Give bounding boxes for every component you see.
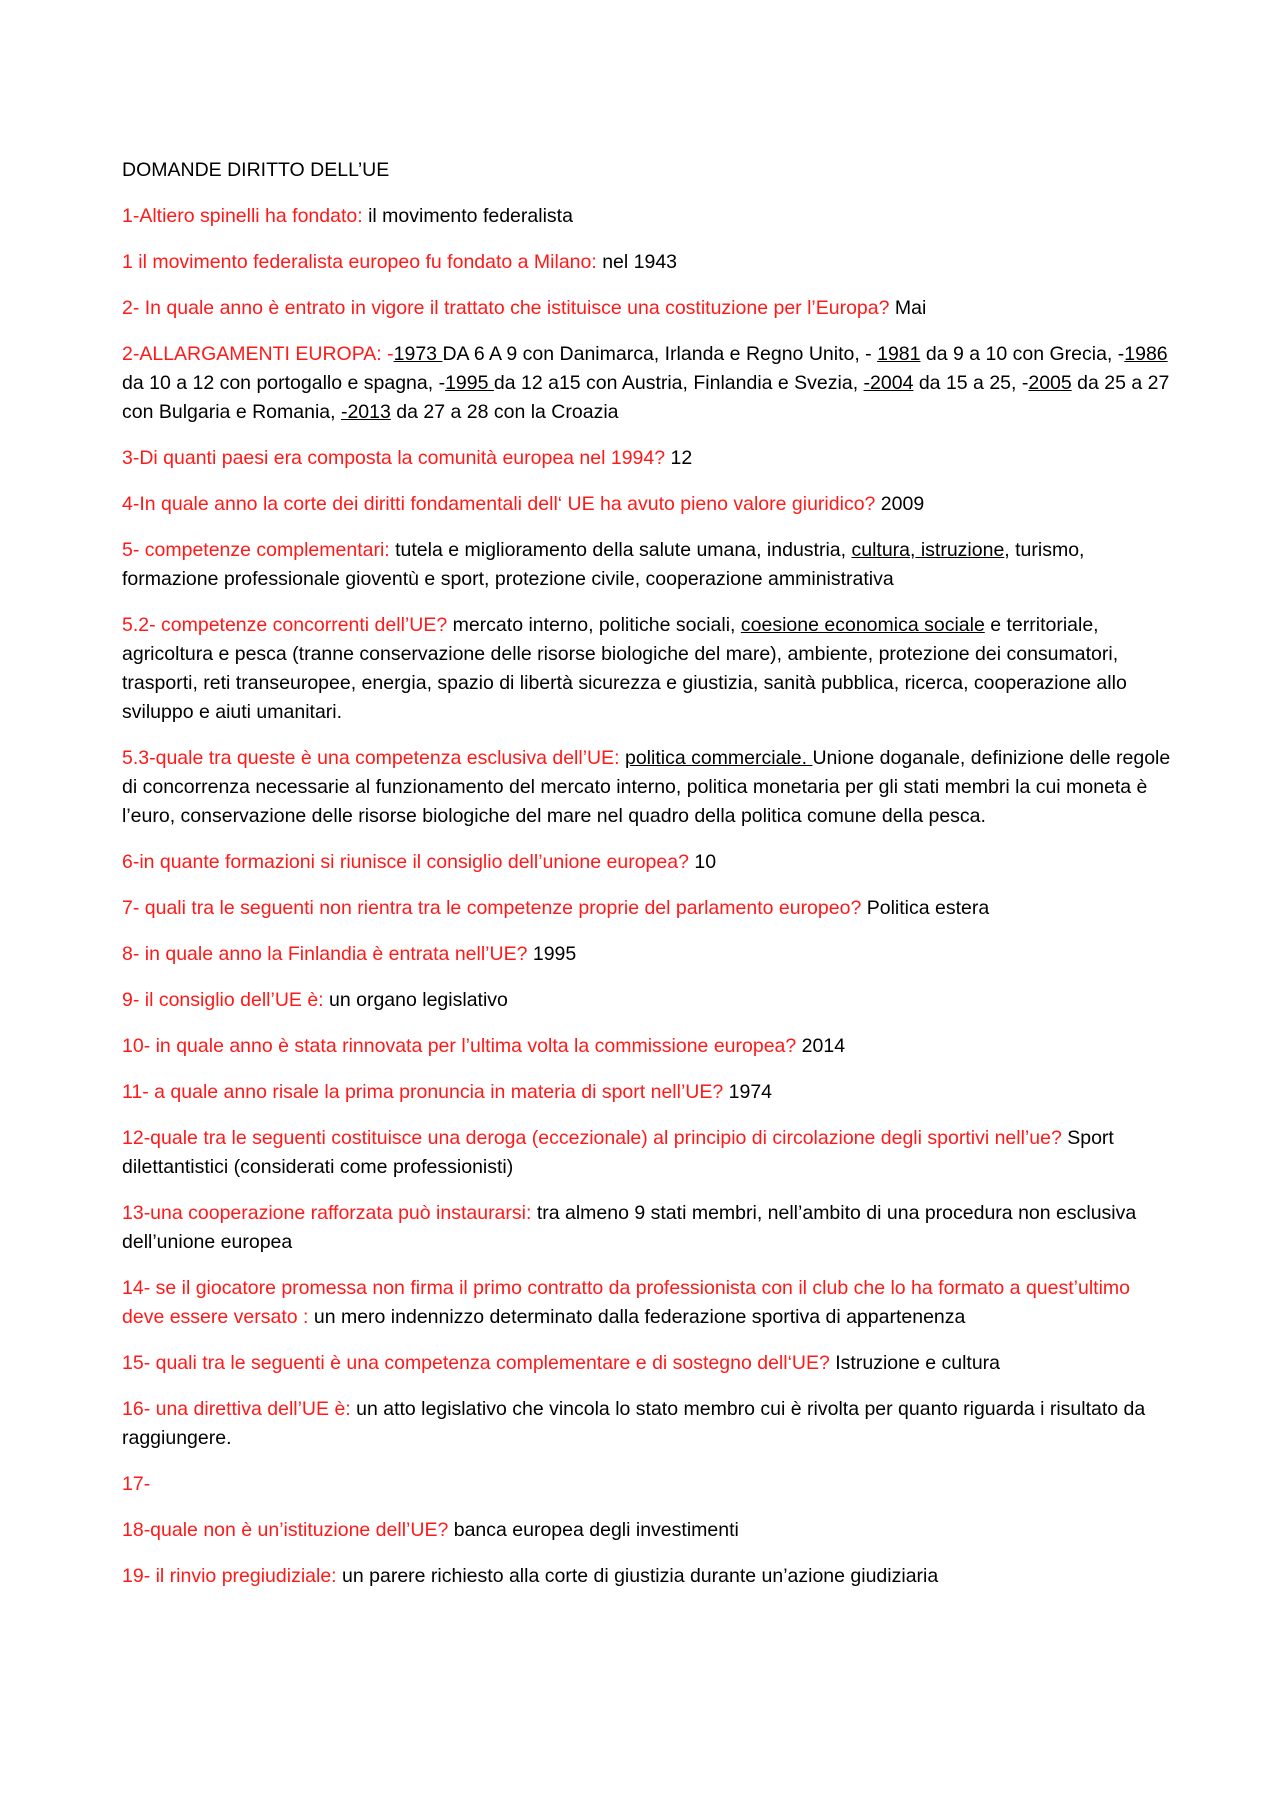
document-title: DOMANDE DIRITTO DELL’UE (122, 159, 390, 181)
answer-text: da 25 a 27 con Bulgaria e Romania, (122, 372, 1170, 423)
question-item (122, 744, 1172, 831)
question-text: 2- In quale anno è entrato in vigore il trattato che istituisce una costituzione per l’Europa? (122, 297, 895, 319)
question-item (122, 611, 1172, 727)
answer-text: da 12 a15 con Austria, Finlandia e Svezia, (493, 372, 864, 394)
answer-text: politica commerciale. (624, 747, 813, 769)
question-text: 1 il movimento federalista europeo fu fondato a Milano: (122, 251, 603, 273)
answer-text: 1973 (393, 343, 443, 365)
answer-text: DA 6 A 9 con Danimarca, Irlanda e Regno Unito, - (442, 343, 878, 365)
answer-text: banca europea degli investimenti (453, 1519, 739, 1541)
question-item (122, 490, 1172, 519)
question-item (122, 986, 1172, 1015)
answer-text: 12 (670, 447, 693, 469)
question-text: 5.2- competenze concorrenti dell’UE? (122, 614, 453, 636)
question-text: 9- il consiglio dell’UE è: (122, 989, 330, 1011)
question-item (122, 1349, 1172, 1378)
answer-text: da 9 a 10 con Grecia, - (920, 343, 1125, 365)
answer-text: coesione economica sociale (740, 614, 985, 636)
question-item (122, 894, 1172, 923)
question-item (122, 1516, 1172, 1545)
answer-text: 10 (694, 851, 717, 873)
answer-text: Unione doganale, definizione delle regole di concorrenza necessarie al funzionamento del mercato interno, politica monetaria per gli stati membri la cui moneta è l’euro, conservazione delle risorse biologiche del mare nel quadro della politica comune della pesca. (122, 747, 1171, 827)
answer-text: , turismo, formazione professionale gioventù e sport, protezione civile, cooperazione amministrativa (122, 539, 1085, 590)
answer-text: 1981 (877, 343, 921, 365)
document-page (122, 156, 1172, 1608)
answer-text: nel 1943 (602, 251, 678, 273)
question-item (122, 1124, 1172, 1182)
question-text: 12-quale tra le seguenti costituisce una deroga (eccezionale) al principio di circolazione degli sportivi nell’ue? (122, 1127, 1068, 1149)
question-text: 16- una direttiva dell’UE è: (122, 1398, 357, 1420)
answer-text: da 10 a 12 con portogallo e spagna, - (122, 372, 446, 394)
question-item (122, 848, 1172, 877)
answer-text: un atto legislativo che vincola lo stato membro cui è rivolta per quanto riguarda i risultato da raggiungere. (122, 1398, 1146, 1449)
answer-text: 2014 (801, 1035, 846, 1057)
answer-text: tra almeno 9 stati membri, nell’ambito di una procedura non esclusiva dell’unione europea (122, 1202, 1137, 1253)
answer-text: mercato interno, politiche sociali, (452, 614, 741, 636)
answer-text: un mero indennizzo determinato dalla federazione sportiva di appartenenza (313, 1306, 966, 1328)
question-item (122, 1032, 1172, 1061)
question-text: 14- se il giocatore promessa non firma il primo contratto da professionista con il club che lo ha formato a quest’ultimo deve essere versato : (122, 1277, 1130, 1328)
answer-text: Istruzione e cultura (835, 1352, 1001, 1374)
question-item (122, 444, 1172, 473)
question-item (122, 1562, 1172, 1591)
question-item (122, 1470, 1172, 1499)
answer-text: cultura, istruzione (851, 539, 1005, 561)
answer-text: Sport dilettantistici (considerati come professionisti) (122, 1127, 1114, 1178)
answer-text: Mai (894, 297, 927, 319)
answer-text: -2013 (340, 401, 391, 423)
question-item (122, 1274, 1172, 1332)
question-list (122, 202, 1172, 1591)
question-text: 19- il rinvio pregiudiziale: (122, 1565, 343, 1587)
question-text: 10- in quale anno è stata rinnovata per l’ultima volta la commissione europea? (122, 1035, 802, 1057)
question-text: 13-una cooperazione rafforzata può instaurarsi: (122, 1202, 537, 1224)
question-item (122, 536, 1172, 594)
question-item (122, 1199, 1172, 1257)
answer-text: 1986 (1124, 343, 1168, 365)
answer-text: 1995 (532, 943, 577, 965)
question-item (122, 340, 1172, 427)
question-text: 2-ALLARGAMENTI EUROPA: - (122, 343, 394, 365)
answer-text: un organo legislativo (329, 989, 508, 1011)
answer-text: da 27 a 28 con la Croazia (390, 401, 619, 423)
question-text: 6-in quante formazioni si riunisce il consiglio dell’unione europea? (122, 851, 695, 873)
answer-text: -2004 (863, 372, 914, 394)
question-item (122, 248, 1172, 277)
question-text: 15- quali tra le seguenti è una competenza complementare e di sostegno dell‘UE? (122, 1352, 836, 1374)
answer-text: 1974 (728, 1081, 773, 1103)
answer-text: 2009 (880, 493, 925, 515)
question-item (122, 940, 1172, 969)
question-item (122, 294, 1172, 323)
question-text: 3-Di quanti paesi era composta la comunità europea nel 1994? (122, 447, 671, 469)
question-text: 5- competenze complementari: (122, 539, 396, 561)
question-text: 18-quale non è un’istituzione dell’UE? (122, 1519, 454, 1541)
question-item (122, 1395, 1172, 1453)
answer-text: tutela e miglioramento della salute umana, industria, (395, 539, 852, 561)
question-item (122, 1078, 1172, 1107)
question-text: 1-Altiero spinelli ha fondato: (122, 205, 369, 227)
question-text: 17- (122, 1473, 151, 1495)
answer-text: Politica estera (866, 897, 990, 919)
question-text: 11- a quale anno risale la prima pronuncia in materia di sport nell’UE? (122, 1081, 729, 1103)
question-text: 7- quali tra le seguenti non rientra tra le competenze proprie del parlamento europeo? (122, 897, 867, 919)
question-item (122, 202, 1172, 231)
answer-text: e territoriale, agricoltura e pesca (tranne conservazione delle risorse biologiche del mare), ambiente, protezione dei consumatori, trasporti, reti transeuropee, energia, spazio di libertà sicurezza e giustizia, sanità pubblica, ricerca, cooperazione allo sviluppo e aiuti umanitari. (122, 614, 1127, 723)
question-text: 4-In quale anno la corte dei diritti fondamentali dell‘ UE ha avuto pieno valore giuridico? (122, 493, 881, 515)
answer-text: 1995 (445, 372, 494, 394)
answer-text: il movimento federalista (368, 205, 573, 227)
question-text: 5.3-quale tra queste è una competenza esclusiva dell’UE: (122, 747, 625, 769)
answer-text: da 15 a 25, - (913, 372, 1029, 394)
question-text: 8- in quale anno la Finlandia è entrata nell’UE? (122, 943, 533, 965)
answer-text: un parere richiesto alla corte di giustizia durante un’azione giudiziaria (342, 1565, 939, 1587)
answer-text: 2005 (1028, 372, 1072, 394)
